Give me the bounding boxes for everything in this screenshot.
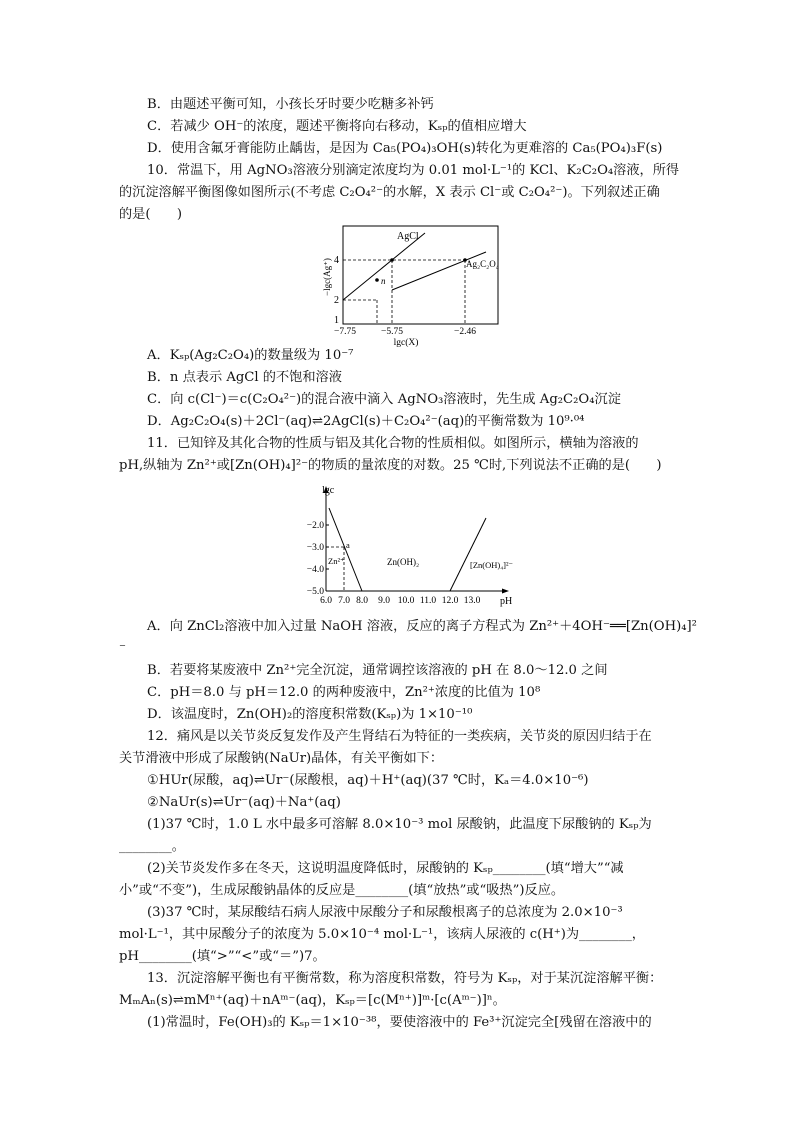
fig1-xtick-2: −5.75 [381,327,403,337]
q11-stem-line1: 11．已知锌及其化合物的性质与铝及其化合物的性质相似。如图所示，横轴为溶液的 [147,436,639,451]
fig2-xtick-7: 12.0 [441,596,459,606]
fig2-ytick-3: −4.0 [306,565,324,575]
fig2-ylabel: lgc [322,485,335,496]
q9-option-d: D．使用含氟牙膏能防止龋齿，是因为 Ca₅(PO₄)₃OH(s)转化为更难溶的 Ca₅(PO₄)₃F(s) [147,141,663,156]
q12-part3-line3: pH________(填“>”“<”或“＝”)7。 [119,949,326,964]
q11-option-a-line1: A．向 ZnCl₂溶液中加入过量 NaOH 溶液，反应的离子方程式为 Zn²⁺＋4OH⁻══[Zn(OH)₄]² [147,619,697,634]
fig1-point-agcl [390,258,394,262]
q13-stem-line1: 13．沉淀溶解平衡也有平衡常数，称为溶度积常数，符号为 Kₛₚ，对于某沉淀溶解平衡： [147,971,663,986]
fig1-frame [343,226,498,324]
fig2-x-arrow [502,589,509,594]
fig1-ag2c2o4-line [392,252,486,290]
q12-stem-line2: 关节滑液中形成了尿酸钠(NaUr)晶体，有关平衡如下： [119,751,444,766]
fig2-xtick-8: 13.0 [463,596,481,606]
q12-stem-line1: 12．痛风是以关节炎反复发作及产生肾结石为特征的一类疾病，关节炎的原因归结于在 [147,729,652,744]
q10-option-c: C．向 c(Cl⁻)＝c(C₂O₄²⁻)的混合液中滴入 AgNO₃溶液时，先生成 Ag₂C₂O₄沉淀 [147,392,621,407]
q13-part1-line1: (1)常温时，Fe(OH)₃的 Kₛₚ＝1×10⁻³⁸，要使溶液中的 Fe³⁺沉淀完全[残留在溶液中的 [147,1015,652,1030]
q11-stem-line2: pH,纵轴为 Zn²⁺或[Zn(OH)₄]²⁻的物质的量浓度的对数。25 ℃时,下列说法不正确的是( ) [119,458,662,473]
q9-option-b: B．由题述平衡可知，小孩长牙时要少吃糖多补钙 [147,97,434,112]
fig2-label-znoh2: Zn(OH)₂ [387,557,420,567]
figure-silver-precipitation [310,222,510,347]
fig1-label-n: n [381,276,386,286]
q11-option-a-line2: ⁻ [119,641,126,656]
fig2-label-zn: Zn²⁺ [328,556,345,566]
fig1-xlabel: lgc(X) [393,338,419,347]
fig2-xtick-6: 11.0 [419,596,437,606]
q12-part1-line1: (1)37 ℃时，1.0 L 水中最多可溶解 8.0×10⁻³ mol 尿酸钠，此温度下尿酸钠的 Kₛₚ为 [147,817,652,832]
fig1-ylabel: −lgc(Ag⁺) [322,258,332,296]
fig2-label-znoh4: [Zn(OH)₄]²⁻ [470,560,514,570]
fig1-label-agcl: AgCl [397,231,419,242]
fig2-ytick-1: −2.0 [306,521,324,531]
fig1-agcl-line [343,233,425,300]
q12-part3-line2: mol·L⁻¹，其中尿酸分子的浓度为 5.0×10⁻⁴ mol·L⁻¹，该病人尿液的 c(H⁺)为________， [119,927,645,942]
q11-option-c: C．pH＝8.0 与 pH＝12.0 的两种废液中，Zn²⁺浓度的比值为 10⁸ [147,685,541,700]
q12-part2-line1: (2)关节炎发作多在冬天，这说明温度降低时，尿酸钠的 Kₛₚ________(填“增大”“减 [147,861,624,876]
q10-stem-line2: 的沉淀溶解平衡图像如图所示(不考虑 C₂O₄²⁻的水解，X 表示 Cl⁻或 C₂O₄²⁻)。下列叙述正确 [119,185,660,200]
fig1-ytick-4: 4 [334,255,339,266]
q12-part1-line2: ________。 [119,839,185,854]
q10-option-a: A．Kₛₚ(Ag₂C₂O₄)的数量级为 10⁻⁷ [147,348,354,363]
q10-option-b: B．n 点表示 AgCl 的不饱和溶液 [147,370,342,385]
fig2-ytick-2: −3.0 [306,543,324,553]
q10-stem-line1: 10．常温下，用 AgNO₃溶液分别滴定浓度均为 0.01 mol·L⁻¹的 KCl、K₂C₂O₄溶液，所得 [147,163,680,178]
fig1-xtick-3: −2.46 [454,327,476,337]
q12-part3-line1: (3)37 ℃时，某尿酸结石病人尿液中尿酸分子和尿酸根离子的总浓度为 2.0×10⁻³ [147,905,623,920]
fig2-xtick-2: 7.0 [338,596,350,606]
q10-option-d: D．Ag₂C₂O₄(s)＋2Cl⁻(aq)⇌2AgCl(s)＋C₂O₄²⁻(aq)的平衡常数为 10⁹·⁰⁴ [147,414,585,429]
q12-equilibrium-2: ②NaUr(s)⇌Ur⁻(aq)＋Na⁺(aq) [147,795,341,810]
fig2-label-a: a [346,540,350,550]
fig1-ytick-1: 1 [334,315,339,326]
q12-part2-line2: 小”或“不变”)，生成尿酸钠晶体的反应是________(填“放热”或“吸热”)反应。 [119,883,565,898]
fig1-point-n [375,278,379,282]
q12-equilibrium-1: ①HUr(尿酸，aq)⇌Ur⁻(尿酸根，aq)＋H⁺(aq)(37 ℃时，Kₐ＝4.0×10⁻⁶) [147,773,589,788]
q10-stem-line3: 的是( ) [119,207,183,222]
fig1-label-ag2c2o4: Ag₂C₂O₄ [466,259,499,269]
q13-stem-line2: MₘAₙ(s)⇌mMⁿ⁺(aq)＋nAᵐ⁻(aq)，Kₛₚ＝[c(Mⁿ⁺)]ᵐ·[c(Aᵐ⁻)]ⁿ。 [119,993,506,1008]
fig2-xtick-4: 9.0 [378,596,390,606]
fig2-xtick-1: 6.0 [320,596,332,606]
fig2-znoh4-line [450,518,486,591]
figure-zinc-ph [295,478,520,610]
q9-option-c: C．若减少 OH⁻的浓度，题述平衡将向右移动，Kₛₚ的值相应增大 [147,119,527,134]
fig2-xtick-3: 8.0 [356,596,368,606]
fig2-ytick-4: −5.0 [306,587,324,597]
fig1-ytick-2: 2 [334,295,339,306]
fig2-xtick-5: 10.0 [397,596,415,606]
q11-option-b: B．若要将某废液中 Zn²⁺完全沉淀，通常调控该溶液的 pH 在 8.0～12.0 之间 [147,663,608,678]
fig2-xlabel: pH [500,596,513,607]
fig1-xtick-1: −7.75 [334,327,356,337]
q11-option-d: D．该温度时，Zn(OH)₂的溶度积常数(Kₛₚ)为 1×10⁻¹⁰ [147,707,473,722]
